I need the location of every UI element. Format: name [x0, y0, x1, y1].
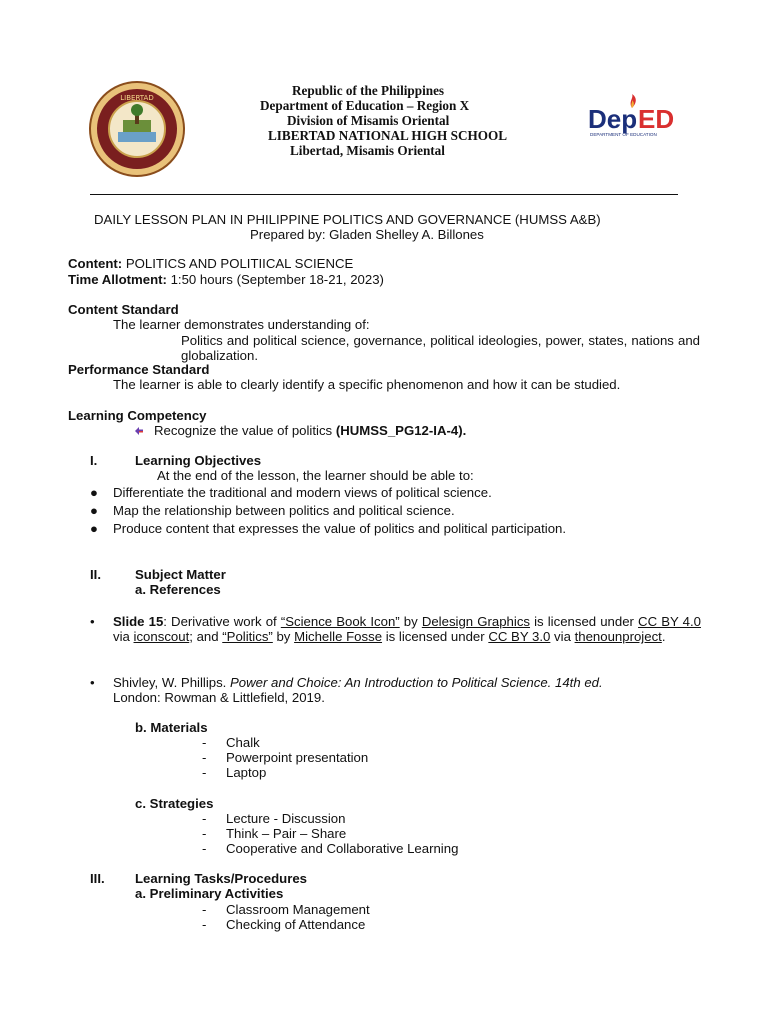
list-item: [202, 750, 368, 765]
reference-slide15: [113, 614, 701, 644]
reference-text: is licensed under: [382, 629, 489, 644]
reference-text: : Derivative work of: [163, 614, 281, 629]
content-label: Content:: [68, 256, 123, 271]
competency-item: [134, 423, 466, 438]
section-ii-number: II.: [90, 567, 101, 582]
reference-text: .: [661, 629, 666, 644]
content-line: [68, 256, 353, 271]
bullet-icon: ●: [90, 485, 98, 500]
header-line-2: Department of Education – Region X: [260, 98, 470, 113]
objective-item: [90, 485, 492, 500]
material-text: Powerpoint presentation: [226, 750, 369, 765]
bullet-icon: ●: [90, 503, 98, 518]
content-standard-intro: The learner demonstrates understanding of:: [113, 317, 370, 332]
reference-author: Shivley, W. Phillips.: [113, 675, 231, 690]
objectives-heading: Learning Objectives: [135, 453, 262, 468]
svg-text:ED: ED: [638, 104, 675, 134]
objectives-intro: At the end of the lesson, the learner should be able to:: [157, 468, 474, 483]
svg-text:LIBERTAD: LIBERTAD: [120, 94, 154, 102]
objective-item: [90, 503, 455, 518]
strategy-text: Think – Pair – Share: [226, 826, 347, 841]
slide-label: Slide 15: [113, 614, 164, 629]
time-label: Time Allotment:: [68, 272, 167, 287]
reference-book-title: Power and Choice: An Introduction to Political Science. 14th ed.: [230, 675, 603, 690]
strategy-text: Lecture - Discussion: [226, 811, 346, 826]
reference-text: ; and: [189, 629, 223, 644]
dash-bullet: -: [202, 750, 207, 765]
list-item: [202, 735, 260, 750]
thenounproject-link[interactable]: thenounproject: [574, 629, 662, 644]
list-item: [202, 811, 345, 826]
bullet-icon: ●: [90, 521, 98, 536]
cc-by-4-link[interactable]: CC BY 4.0: [638, 614, 701, 629]
content-standard-text: Politics and political science, governance, political ideologies, power, states, nations and globalization.: [181, 333, 700, 363]
header-line-4: LIBERTAD NATIONAL HIGH SCHOOL: [268, 128, 508, 143]
objective-item: [90, 521, 566, 536]
reference-publisher: London: Rowman & Littlefield, 2019.: [113, 690, 325, 705]
iconscout-link[interactable]: iconscout: [133, 629, 190, 644]
objective-text: Produce content that expresses the value of politics and political participation.: [113, 521, 567, 536]
cc-by-3-link[interactable]: CC BY 3.0: [488, 629, 551, 644]
header-line-3: Division of Misamis Oriental: [287, 113, 450, 128]
activity-text: Classroom Management: [226, 902, 370, 917]
bullet-icon: •: [90, 614, 95, 629]
references-heading: a. References: [135, 582, 221, 597]
header-line-1: Republic of the Philippines: [292, 83, 445, 98]
svg-text:Dep: Dep: [588, 104, 638, 134]
science-book-icon-link[interactable]: “Science Book Icon”: [280, 614, 400, 629]
dash-bullet: -: [202, 811, 207, 826]
competency-text: Recognize the value of politics: [154, 423, 336, 438]
time-allotment-line: [68, 272, 384, 287]
strategy-text: Cooperative and Collaborative Learning: [226, 841, 459, 856]
page-title: DAILY LESSON PLAN IN PHILIPPINE POLITICS AND GOVERNANCE (HUMSS A&B): [94, 212, 601, 227]
dash-bullet: -: [202, 735, 207, 750]
learning-tasks-heading: Learning Tasks/Procedures: [135, 871, 307, 886]
list-item: [202, 917, 365, 932]
politics-link[interactable]: “Politics”: [222, 629, 273, 644]
list-item: [202, 765, 266, 780]
dash-bullet: -: [202, 826, 207, 841]
materials-heading: b. Materials: [135, 720, 208, 735]
content-value: POLITICS AND POLITIICAL SCIENCE: [122, 256, 354, 271]
section-i-number: I.: [90, 453, 98, 468]
competency-code: (HUMSS_PG12-IA-4).: [335, 423, 467, 438]
bullet-icon: •: [90, 675, 95, 690]
dash-bullet: -: [202, 902, 207, 917]
school-seal-logo: [88, 80, 186, 178]
arrow-bullet-icon: [134, 424, 144, 434]
dash-bullet: -: [202, 841, 207, 856]
time-value: 1:50 hours (September 18-21, 2023): [166, 272, 384, 287]
activity-text: Checking of Attendance: [226, 917, 366, 932]
objective-text: Differentiate the traditional and modern views of political science.: [113, 485, 492, 500]
dash-bullet: -: [202, 765, 207, 780]
reference-book: [113, 675, 701, 705]
list-item: [202, 826, 346, 841]
performance-standard-text: The learner is able to clearly identify a specific phenomenon and how it can be studied.: [113, 377, 621, 392]
dash-bullet: -: [202, 917, 207, 932]
preliminary-activities-heading: a. Preliminary Activities: [135, 886, 284, 901]
deped-logo: [586, 94, 688, 138]
header-divider: [90, 194, 678, 195]
reference-text: via: [113, 629, 134, 644]
objective-text: Map the relationship between politics and political science.: [113, 503, 455, 518]
section-iii-number: III.: [90, 871, 105, 886]
svg-text:DEPARTMENT OF EDUCATION: DEPARTMENT OF EDUCATION: [590, 132, 657, 137]
strategies-heading: c. Strategies: [135, 796, 214, 811]
reference-text: by: [272, 629, 295, 644]
reference-text: by: [399, 614, 422, 629]
content-standard-heading: Content Standard: [68, 302, 179, 317]
delesign-graphics-link[interactable]: Delesign Graphics: [421, 614, 531, 629]
prepared-by: Prepared by: Gladen Shelley A. Billones: [250, 227, 484, 242]
michelle-fosse-link[interactable]: Michelle Fosse: [294, 629, 383, 644]
material-text: Chalk: [226, 735, 260, 750]
competency-heading: Learning Competency: [68, 408, 207, 423]
list-item: [202, 902, 370, 917]
list-item: [202, 841, 458, 856]
material-text: Laptop: [226, 765, 267, 780]
reference-text: is licensed under: [530, 614, 639, 629]
subject-matter-heading: Subject Matter: [135, 567, 226, 582]
performance-standard-heading: Performance Standard: [68, 362, 210, 377]
reference-text: via: [550, 629, 575, 644]
header-line-5: Libertad, Misamis Oriental: [290, 143, 445, 158]
